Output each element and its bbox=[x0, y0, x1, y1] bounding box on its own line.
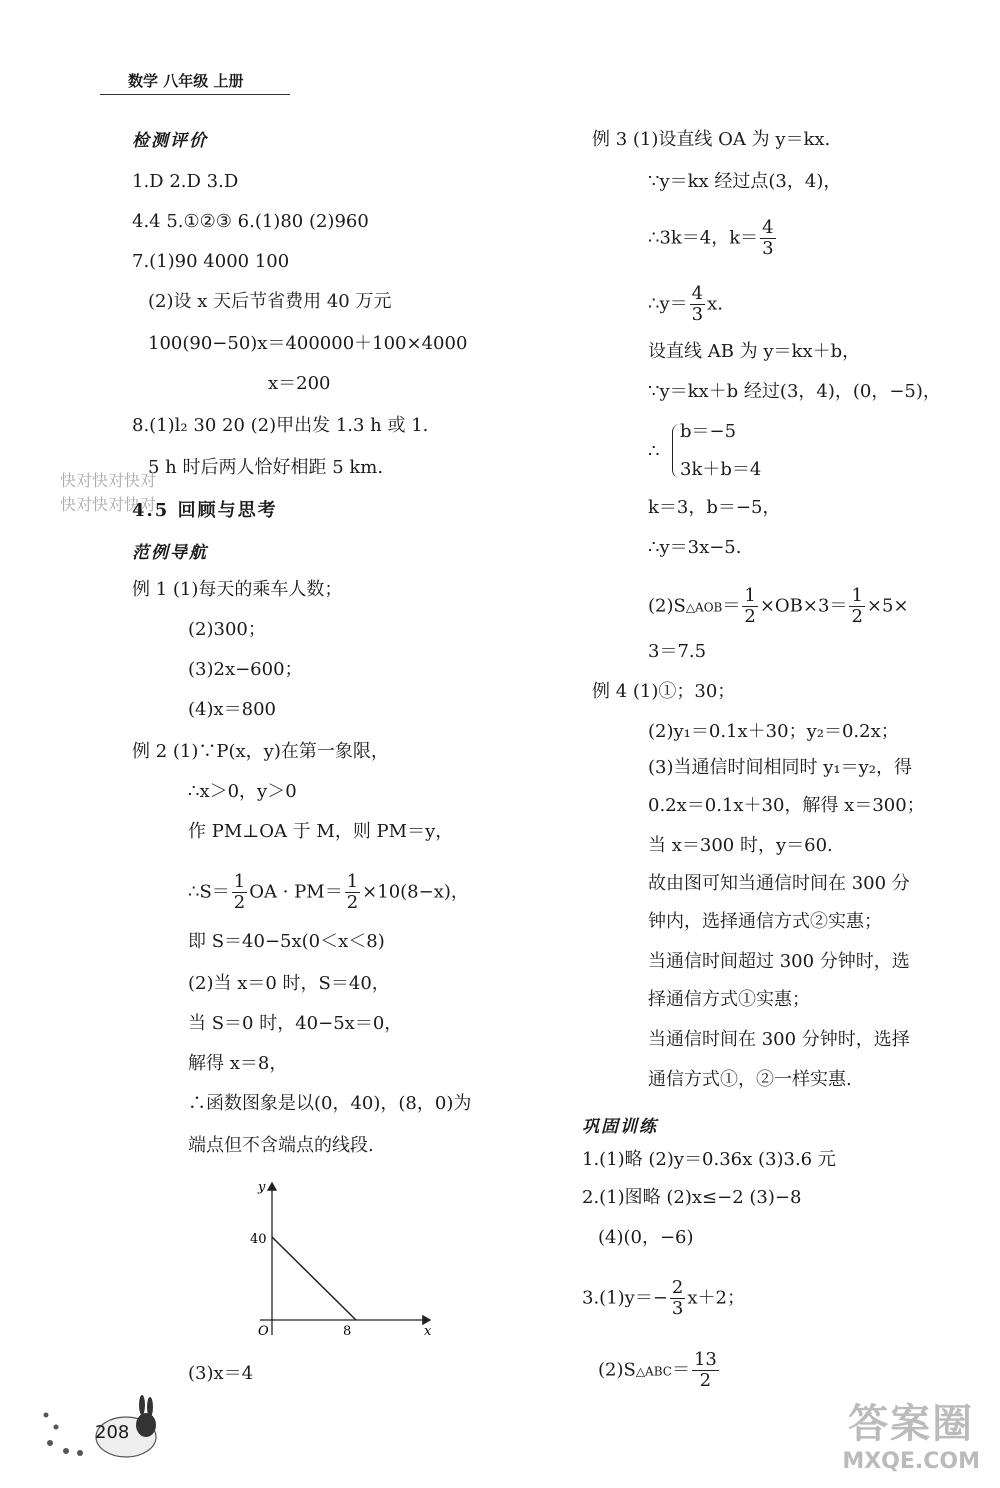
section-title-examples: 范例导航 bbox=[132, 543, 208, 563]
example-line: (3)x＝4 bbox=[188, 1363, 254, 1384]
answer-line: 2.(1)图略 (2)x≤−2 (3)−8 bbox=[582, 1187, 802, 1208]
y-axis-label: y bbox=[258, 1180, 266, 1195]
example-line: (3)当通信时间相同时 y₁＝y₂，得 bbox=[648, 757, 912, 778]
subscript: △ABC bbox=[635, 1364, 672, 1379]
denominator: 3 bbox=[762, 238, 774, 259]
denominator: 2 bbox=[744, 606, 756, 627]
numerator: 1 bbox=[233, 871, 246, 892]
numerator: 4 bbox=[691, 283, 704, 304]
system-eq-2: 3k＋b＝4 bbox=[680, 459, 762, 480]
fraction bbox=[760, 218, 775, 259]
example-line: 解得 x＝8， bbox=[188, 1053, 288, 1074]
expr-part: x＋2； bbox=[687, 1287, 745, 1309]
expr-part: ×OB×3＝ bbox=[759, 595, 848, 617]
example-line: ∴函数图象是以(0，40)，(8，0)为 bbox=[188, 1093, 472, 1114]
fraction bbox=[670, 1278, 685, 1319]
expr-part: 3.(1)y＝− bbox=[582, 1287, 668, 1309]
example-line: (4)x＝800 bbox=[188, 699, 277, 720]
fraction bbox=[849, 586, 864, 627]
answer-line: (4)(0，−6) bbox=[598, 1227, 694, 1248]
example-line: 例 4 (1)①；30； bbox=[592, 681, 736, 702]
example-line-fraction bbox=[648, 218, 778, 259]
example-line: ∵y＝kx＋b 经过(3，4)，(0，−5)， bbox=[648, 381, 941, 402]
example-line: 例 1 (1)每天的乘车人数； bbox=[132, 579, 343, 600]
example-line: ∴y＝3x−5. bbox=[648, 537, 742, 558]
x-tick-label: 8 bbox=[343, 1324, 352, 1339]
example-line: 择通信方式①实惠； bbox=[648, 989, 810, 1010]
example-line: 当通信时间超过 300 分钟时，选 bbox=[648, 951, 910, 972]
logo-text: 答案圈 bbox=[848, 1401, 975, 1447]
answer-line: 7.(1)90 4000 100 bbox=[132, 251, 290, 272]
example-line: 例 3 (1)设直线 OA 为 y＝kx. bbox=[592, 129, 831, 150]
section-title-review: 4.5 回顾与思考 bbox=[132, 500, 278, 521]
watermark-text: 快对快对快对 bbox=[60, 495, 157, 514]
numerator: 4 bbox=[762, 217, 774, 238]
expr-part: ×5× bbox=[866, 595, 909, 617]
example-line: 端点但不含端点的线段. bbox=[188, 1135, 374, 1156]
expr-part: (2)S bbox=[598, 1359, 636, 1381]
example-line: 即 S＝40−5x(0＜x＜8) bbox=[188, 931, 385, 952]
section-title-practice: 巩固训练 bbox=[582, 1117, 658, 1137]
denominator: 2 bbox=[851, 606, 863, 627]
page-number: 208 bbox=[95, 1422, 130, 1443]
expr-part: ×10(8−x)， bbox=[362, 881, 469, 903]
denominator: 2 bbox=[699, 1370, 712, 1391]
expr-part: ∴S＝ bbox=[188, 881, 230, 903]
example-line: 设直线 AB 为 y＝kx＋b， bbox=[648, 341, 861, 362]
expr-part: x. bbox=[707, 293, 723, 315]
example-line: (2)y₁＝0.1x＋30；y₂＝0.2x； bbox=[648, 721, 899, 742]
answer-line: 8.(1)l₂ 30 20 (2)甲出发 1.3 h 或 1. bbox=[132, 415, 429, 436]
example-line: 0.2x＝0.1x＋30，解得 x＝300； bbox=[648, 795, 925, 816]
function-graph bbox=[240, 1175, 440, 1345]
answer-line: 1.D 2.D 3.D bbox=[132, 171, 239, 192]
fraction bbox=[692, 1350, 719, 1391]
site-logo[interactable] bbox=[842, 1392, 980, 1474]
example-line: k＝3，b＝−5， bbox=[648, 497, 781, 518]
answer-line: 5 h 时后两人恰好相距 5 km. bbox=[148, 457, 384, 478]
example-line: 3＝7.5 bbox=[648, 641, 707, 662]
numerator: 1 bbox=[744, 585, 756, 606]
watermark-text: 快对快对快对 bbox=[60, 471, 157, 490]
example-line: (2)当 x＝0 时，S＝40， bbox=[188, 973, 390, 994]
answer-line: 1.(1)略 (2)y＝0.36x (3)3.6 元 bbox=[582, 1149, 836, 1170]
answer-line: x＝200 bbox=[268, 373, 331, 394]
numerator: 1 bbox=[346, 871, 359, 892]
example-line: 当通信时间在 300 分钟时，选择 bbox=[648, 1029, 910, 1050]
example-line: (3)2x−600； bbox=[188, 659, 303, 680]
page-header bbox=[100, 70, 290, 95]
example-line: 通信方式①，②一样实惠. bbox=[648, 1069, 852, 1090]
y-tick-label: 40 bbox=[250, 1232, 267, 1247]
example-line: 当 x＝300 时，y＝60. bbox=[648, 835, 833, 856]
x-axis-label: x bbox=[424, 1324, 432, 1339]
system-eq-1: b＝−5 bbox=[680, 421, 737, 442]
example-line: ∵y＝kx 经过点(3，4)， bbox=[648, 171, 842, 192]
example-line: 例 2 (1)∵P(x，y)在第一象限， bbox=[132, 741, 389, 762]
denominator: 2 bbox=[346, 892, 359, 913]
example-line-fraction bbox=[188, 872, 469, 913]
example-line: 故由图可知当通信时间在 300 分 bbox=[648, 873, 910, 894]
numerator: 2 bbox=[671, 1277, 684, 1298]
answer-line-fraction bbox=[582, 1278, 745, 1319]
fraction bbox=[232, 872, 247, 913]
example-line-fraction bbox=[648, 586, 909, 627]
numerator: 1 bbox=[851, 585, 863, 606]
fraction bbox=[690, 284, 705, 325]
expr-part: ＝ bbox=[671, 1359, 690, 1381]
graph-segment bbox=[272, 1237, 356, 1320]
example-line: 钟内，选择通信方式②实惠； bbox=[648, 911, 882, 932]
example-line: ∴x＞0，y＞0 bbox=[188, 781, 297, 802]
denominator: 2 bbox=[233, 892, 246, 913]
expr-part: ∴3k＝4，k＝ bbox=[648, 227, 759, 249]
example-line: 作 PM⊥OA 于 M，则 PM＝y， bbox=[188, 821, 454, 842]
numerator: 13 bbox=[693, 1349, 717, 1370]
example-line: (2)300； bbox=[188, 619, 266, 640]
expr-part: OA · PM＝ bbox=[249, 881, 343, 903]
fraction bbox=[345, 872, 360, 913]
denominator: 3 bbox=[691, 304, 704, 325]
answer-line: 4.4 5.①②③ 6.(1)80 (2)960 bbox=[132, 211, 369, 232]
subscript: △AOB bbox=[685, 600, 723, 615]
expr-part: ∴y＝ bbox=[648, 293, 688, 315]
expr-part: ＝ bbox=[722, 595, 741, 617]
expr-part: (2)S bbox=[648, 595, 686, 617]
logo-url: MXQE.COM bbox=[842, 1449, 980, 1474]
example-line-fraction bbox=[648, 284, 723, 325]
example-line: 当 S＝0 时，40−5x＝0， bbox=[188, 1013, 403, 1034]
header-title: 数学 八年级 上册 bbox=[128, 72, 244, 90]
origin-label: O bbox=[258, 1324, 269, 1339]
answer-line: (2)设 x 天后节省费用 40 万元 bbox=[148, 291, 392, 312]
denominator: 3 bbox=[671, 1298, 684, 1319]
section-title-assessment: 检测评价 bbox=[132, 131, 208, 151]
therefore-sign: ∴ bbox=[648, 441, 660, 462]
fraction bbox=[742, 586, 757, 627]
answer-line-fraction bbox=[598, 1350, 721, 1391]
answer-line: 100(90−50)x＝400000＋100×4000 bbox=[148, 333, 468, 354]
